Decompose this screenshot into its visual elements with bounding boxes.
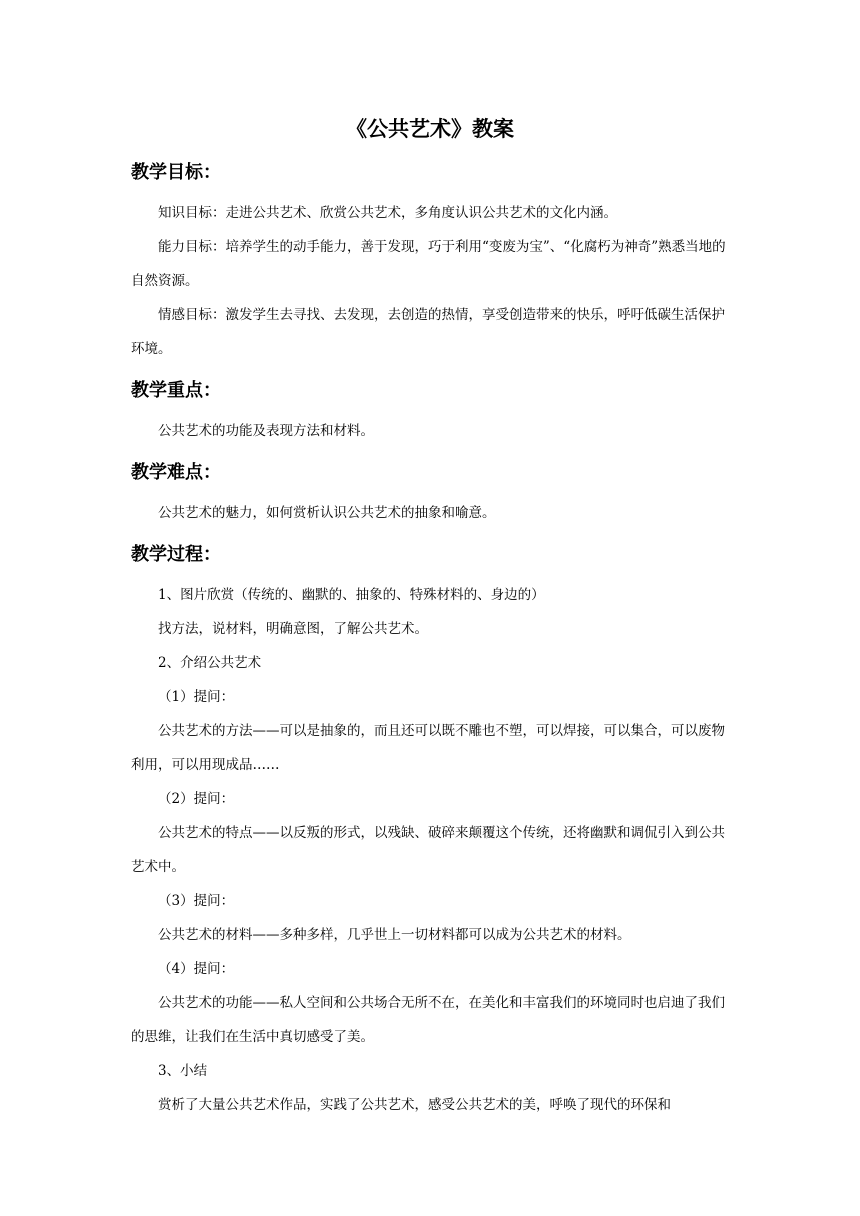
process-paragraph: （2）提问： bbox=[158, 791, 235, 807]
process-paragraph: 1、图片欣赏（传统的、幽默的、抽象的、特殊材料的、身边的） bbox=[158, 587, 545, 603]
process-paragraph: 公共艺术的功能——私人空间和公共场合无所不在，在美化和丰富我们的环境同时也启迪了我们的思维，让我们在生活中真切感受了美。 bbox=[131, 995, 725, 1045]
process-paragraph: （3）提问： bbox=[158, 893, 235, 909]
process-paragraph: 3、小结 bbox=[158, 1063, 208, 1079]
process-paragraph: 公共艺术的材料——多种多样，几乎世上一切材料都可以成为公共艺术的材料。 bbox=[158, 927, 631, 943]
objective-knowledge: 知识目标：走进公共艺术、欣赏公共艺术，多角度认识公共艺术的文化内涵。 bbox=[158, 205, 617, 221]
process-paragraph: 找方法，说材料，明确意图，了解公共艺术。 bbox=[158, 621, 428, 637]
difficulties-text: 公共艺术的魅力，如何赏析认识公共艺术的抽象和喻意。 bbox=[158, 505, 496, 521]
document-title: 《公共艺术》教案 bbox=[346, 116, 514, 141]
objective-ability: 能力目标：培养学生的动手能力，善于发现，巧于利用“变废为宝”、“化腐朽为神奇”熟悉当地的自然资源。 bbox=[131, 239, 726, 289]
heading-difficulties: 教学难点： bbox=[131, 462, 221, 483]
key-points-text: 公共艺术的功能及表现方法和材料。 bbox=[158, 423, 374, 439]
document-body bbox=[131, 156, 731, 1122]
process-paragraph: 公共艺术的方法——可以是抽象的，而且还可以既不雕也不塑，可以焊接，可以集合，可以废物利用，可以用现成品…… bbox=[131, 723, 725, 773]
process-paragraph: 2、介绍公共艺术 bbox=[158, 655, 262, 671]
objective-emotion: 情感目标：激发学生去寻找、去发现，去创造的热情，享受创造带来的快乐，呼吁低碳生活保护环境。 bbox=[131, 307, 725, 357]
heading-key-points: 教学重点： bbox=[131, 380, 221, 401]
process-paragraph: （4）提问： bbox=[158, 961, 235, 977]
heading-process: 教学过程： bbox=[131, 544, 221, 565]
process-paragraph: 公共艺术的特点——以反叛的形式，以残缺、破碎来颠覆这个传统，还将幽默和调侃引入到公共艺术中。 bbox=[131, 825, 725, 875]
heading-objectives: 教学目标： bbox=[131, 162, 221, 183]
process-paragraph: 赏析了大量公共艺术作品，实践了公共艺术，感受公共艺术的美，呼唤了现代的环保和 bbox=[158, 1097, 671, 1113]
process-paragraph: （1）提问： bbox=[158, 689, 235, 705]
